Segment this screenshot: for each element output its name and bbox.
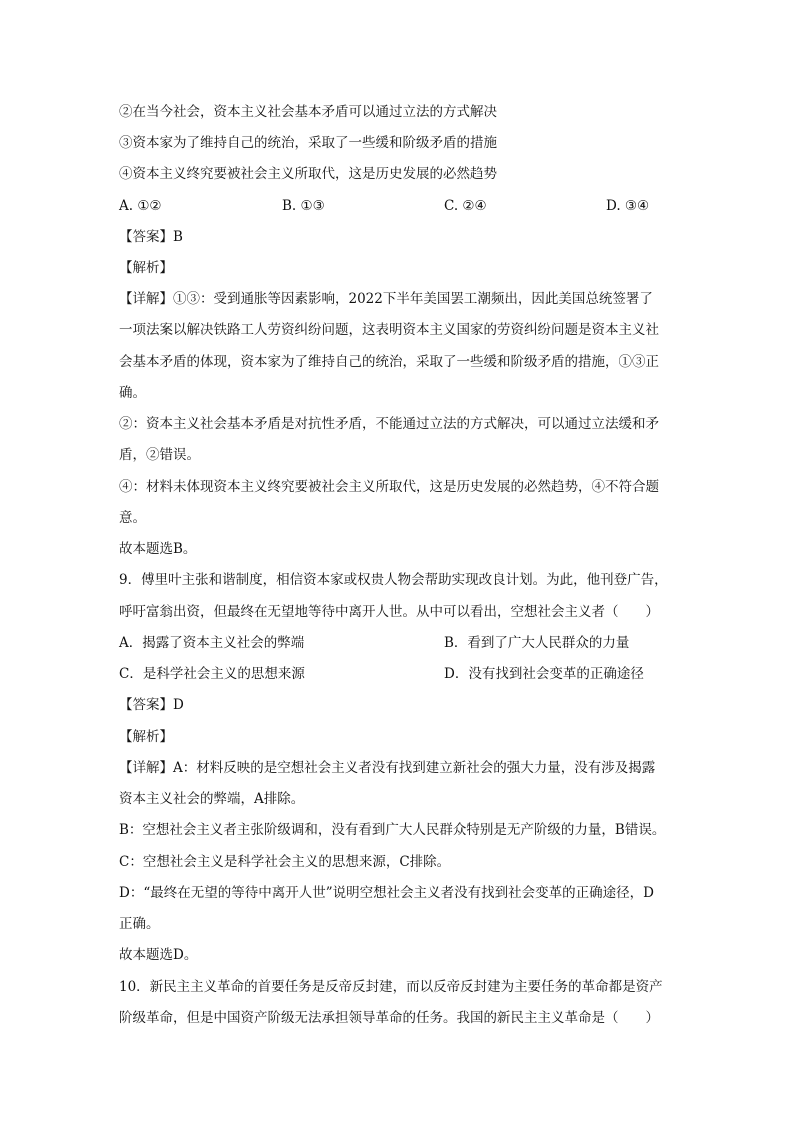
q10-stem-line: 10．新民主主义革命的首要任务是反帝反封建，而以反帝反封建为主要任务的革命都是资产 bbox=[119, 979, 663, 995]
q9-detail-line: D：“最终在无望的等待中离开人世”说明空想社会主义者没有找到社会变革的正确途径，D bbox=[119, 885, 654, 901]
q9-option-d: D．没有找到社会变革的正确途径 bbox=[444, 666, 644, 682]
q9-detail-line: B：空想社会主义者主张阶级调和，没有看到广大人民群众特别是无产阶级的力量，B错误。 bbox=[119, 822, 666, 838]
q9-detail-line: 资本主义社会的弊端，A排除。 bbox=[119, 791, 305, 807]
q9-detail-line: 【详解】A：材料反映的是空想社会主义者没有找到建立新社会的强大力量，没有涉及揭露 bbox=[119, 760, 656, 776]
q9-detail-line: C：空想社会主义是科学社会主义的思想来源，C排除。 bbox=[119, 854, 451, 870]
q8-statement-4: ④资本主义终究要被社会主义所取代，这是历史发展的必然趋势 bbox=[119, 166, 497, 182]
q8-detail-line: ④：材料未体现资本主义终究要被社会主义所取代，这是历史发展的必然趋势，④不符合题 bbox=[119, 479, 659, 495]
q8-detail-line: 盾，②错误。 bbox=[119, 447, 200, 463]
q8-analysis-heading: 【解析】 bbox=[119, 260, 173, 276]
q8-option-c: C. ②④ bbox=[444, 198, 487, 214]
q9-detail-line: 正确。 bbox=[119, 916, 160, 932]
q9-stem-line: 9．傅里叶主张和谐制度，相信资本家或权贵人物会帮助实现改良计划。为此，他刊登广告， bbox=[119, 572, 668, 588]
q8-option-d: D. ③④ bbox=[606, 198, 650, 214]
q9-option-a: A．揭露了资本主义社会的弊端 bbox=[119, 635, 305, 651]
q8-detail-line: 会基本矛盾的体现，资本家为了维持自己的统治，采取了一些缓和阶级矛盾的措施，①③正 bbox=[119, 354, 659, 370]
q8-option-b: B. ①③ bbox=[282, 198, 325, 214]
q8-detail-line: ②：资本主义社会基本矛盾是对抗性矛盾，不能通过立法的方式解决，可以通过立法缓和矛 bbox=[119, 416, 659, 432]
q9-option-c: C．是科学社会主义的思想来源 bbox=[119, 666, 305, 682]
q8-statement-3: ③资本家为了维持自己的统治，采取了一些缓和阶级矛盾的措施 bbox=[119, 135, 497, 151]
q9-answer: 【答案】D bbox=[119, 697, 184, 713]
q8-conclusion: 故本题选B。 bbox=[119, 541, 197, 557]
q8-detail-line: 确。 bbox=[119, 385, 146, 401]
q10-stem-line: 阶级革命，但是中国资产阶级无法承担领导革命的任务。我国的新民主主义革命是（ ） bbox=[119, 1010, 659, 1026]
q8-detail-line: 一项法案以解决铁路工人劳资纠纷问题，这表明资本主义国家的劳资纠纷问题是资本主义社 bbox=[119, 322, 659, 338]
q8-answer: 【答案】B bbox=[119, 229, 183, 245]
q9-option-b: B．看到了广大人民群众的力量 bbox=[444, 635, 630, 651]
q9-conclusion: 故本题选D。 bbox=[119, 947, 198, 963]
q8-statement-2: ②在当今社会，资本主义社会基本矛盾可以通过立法的方式解决 bbox=[119, 104, 497, 120]
q8-detail-line: 【详解】①③：受到通胀等因素影响，2022下半年美国罢工潮频出，因此美国总统签署了 bbox=[119, 291, 653, 307]
q8-option-a: A. ①② bbox=[119, 198, 162, 214]
q9-analysis-heading: 【解析】 bbox=[119, 729, 173, 745]
q8-detail-line: 意。 bbox=[119, 510, 146, 526]
q9-stem-line: 呼吁富翁出资，但最终在无望地等待中离开人世。从中可以看出，空想社会主义者（ ） bbox=[119, 604, 659, 620]
